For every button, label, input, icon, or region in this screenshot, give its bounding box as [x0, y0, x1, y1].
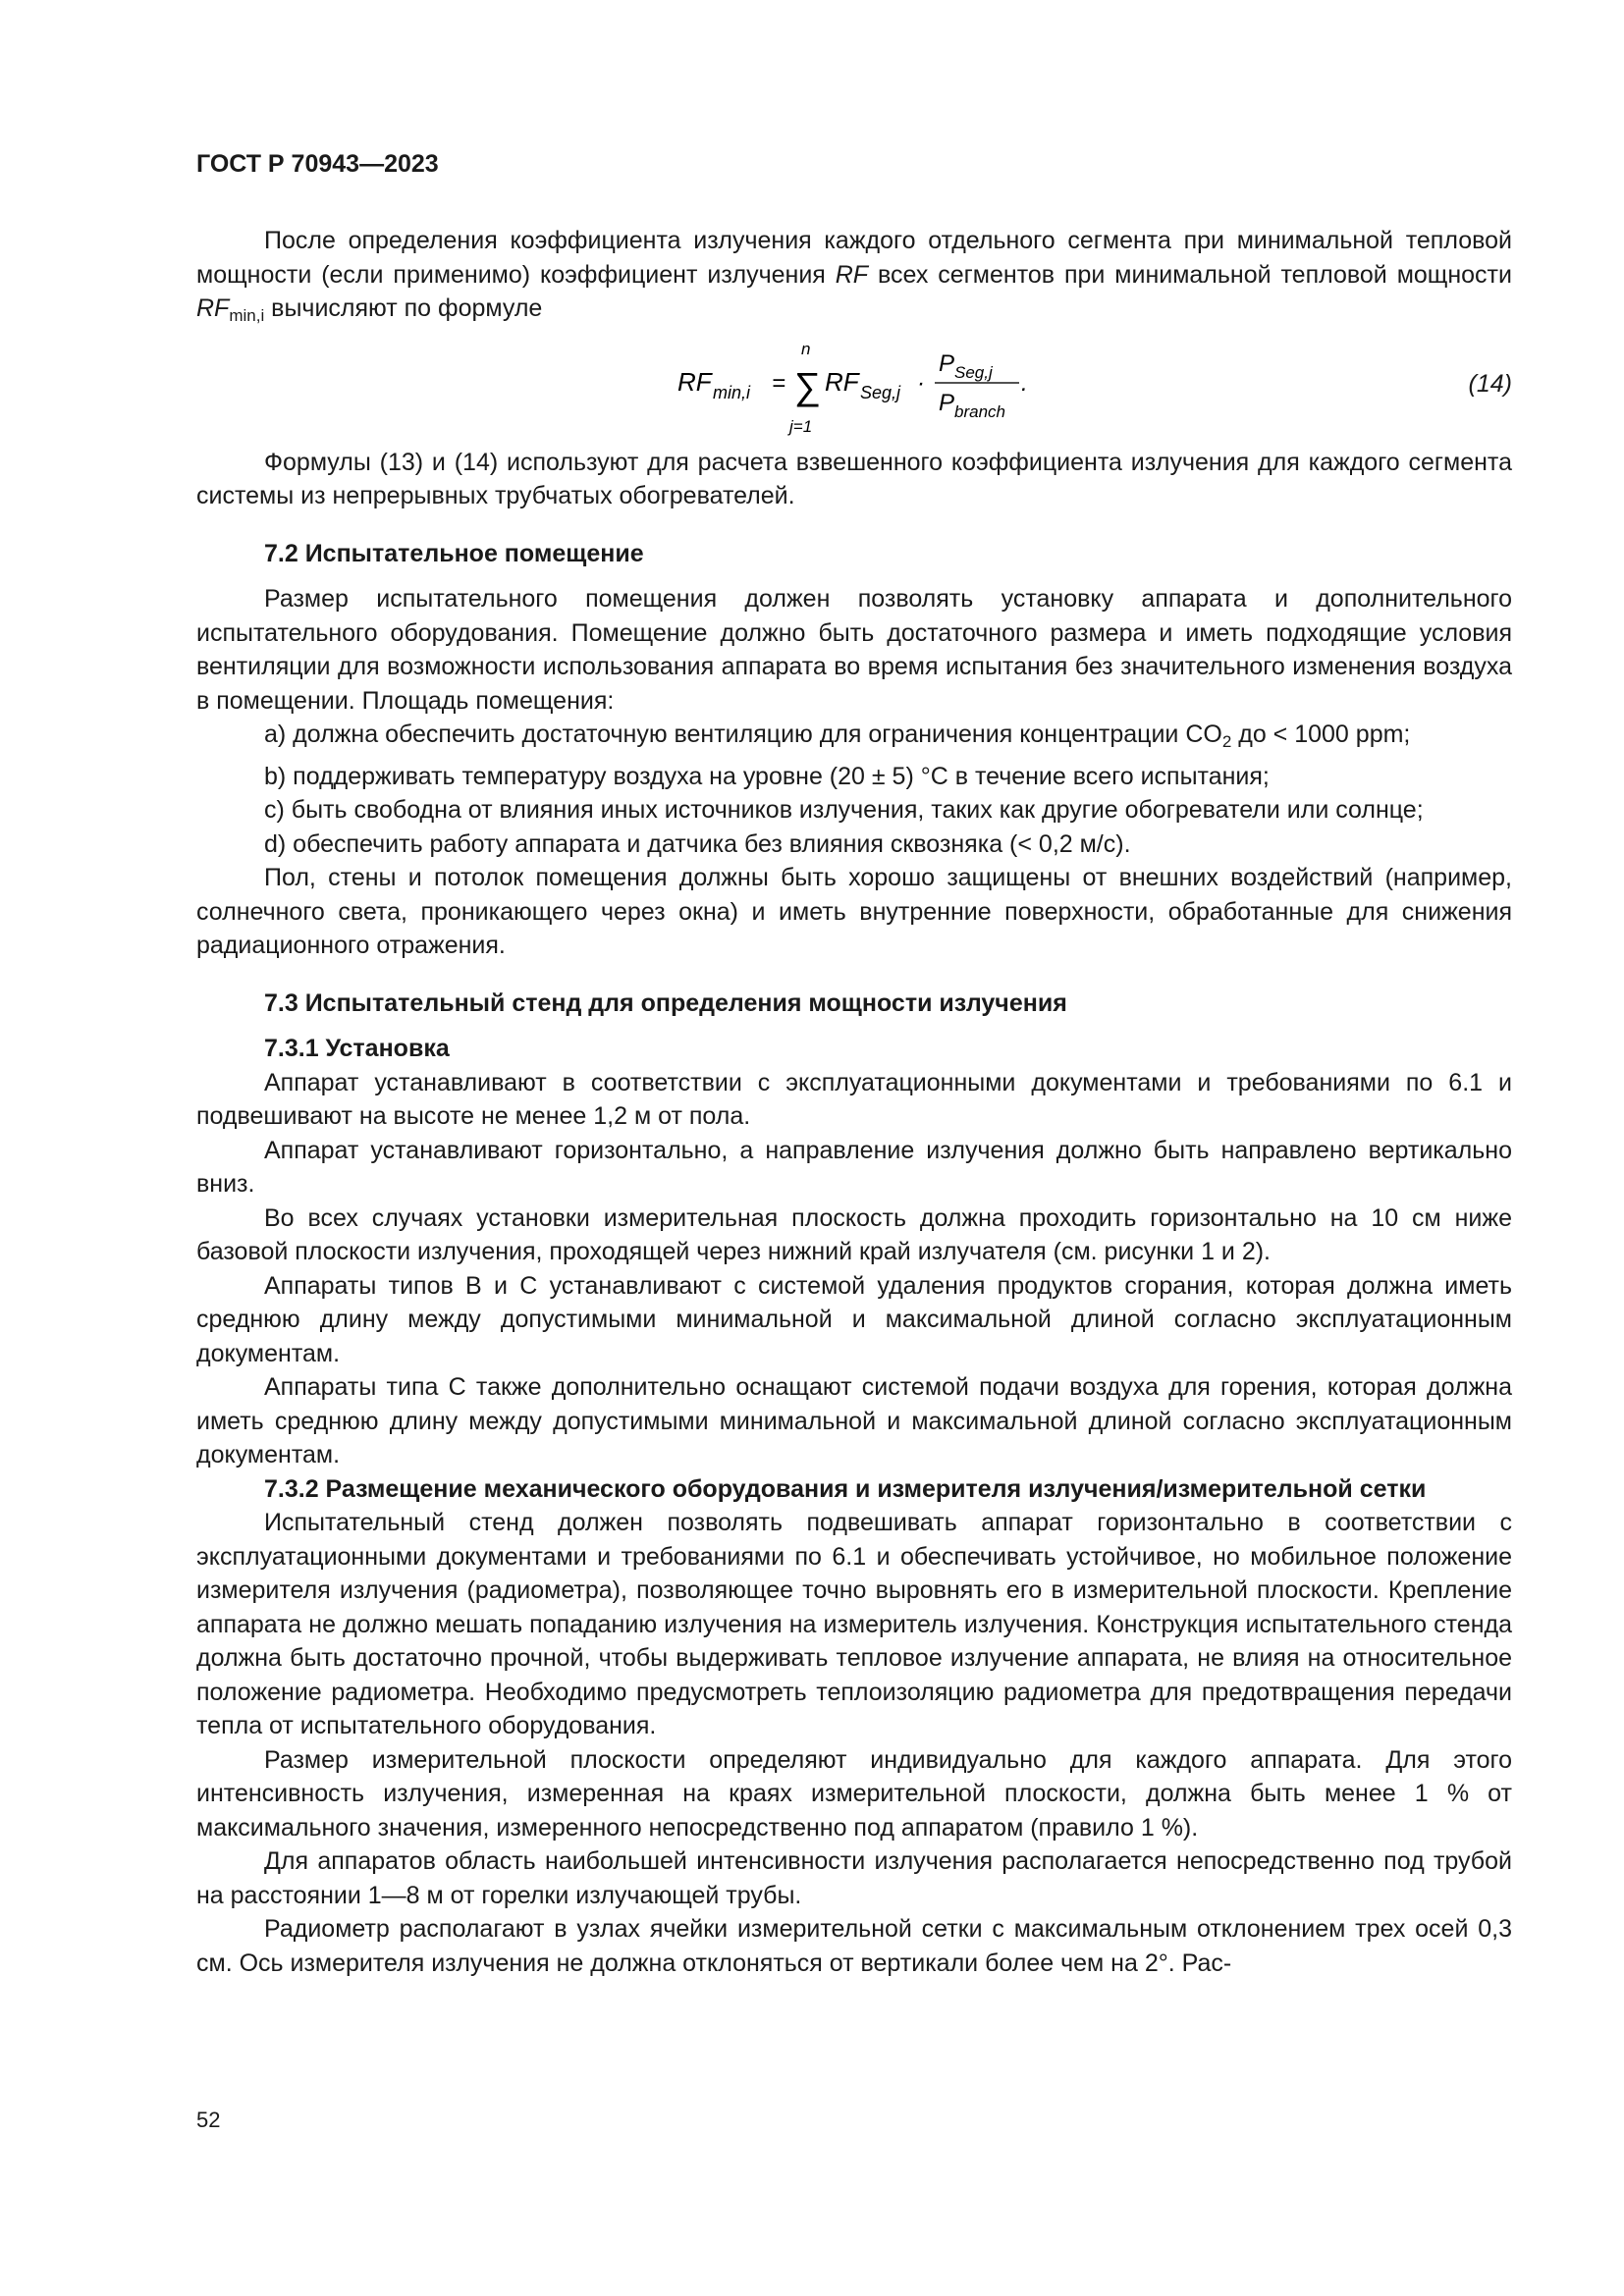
formula-equals: =	[772, 369, 786, 397]
section-7-3-2-paragraph-4: Радиометр располагают в узлах ячейки измерительной сетки с максимальным отклонением трех осей 0,3 см. Ось измерителя излучения не должна отклоняться от вертикали более чем на 2°. Рас-	[196, 1915, 1512, 1977]
section-7-2-title: 7.2 Испытательное помещение	[264, 539, 644, 567]
formula-num: P	[939, 349, 955, 377]
rfmin-subscript: min,i	[229, 306, 265, 325]
formula-den-sub: branch	[954, 401, 1005, 421]
co2-subscript: 2	[1221, 732, 1232, 751]
intro-text-c: вычисляют по формуле	[264, 294, 543, 322]
intro-paragraph	[196, 224, 1512, 334]
section-7-3-1-paragraph-4: Аппараты типов B и C устанавливают с системой удаления продуктов сгорания, которая должна иметь среднюю длину между допустимыми минимальной и максимальной длиной согласно эксплуатационным документам.	[196, 1271, 1512, 1367]
section-7-3-2-paragraph-3: Для аппаратов область наибольшей интенсивности излучения располагается непосредственно под трубой на расстоянии 1—8 м от горелки излучающей трубы.	[196, 1847, 1512, 1909]
list-item-d: d) обеспечить работу аппарата и датчика без влияния сквозняка (< 0,2 м/с).	[264, 829, 1131, 858]
formula-sum-bottom: j=1	[789, 416, 813, 436]
section-7-3-2-paragraph-1: Испытательный стенд должен позволять подвешивать аппарат горизонтально в соответствии с эксплуатационными документами и требованиями по 6.1 и обеспечивать устойчивое, но мобильное положение измерителя излучения (радиометра), позволяющее точно выровнять его в измерительной плоскости. Крепление аппарата не должно мешать попаданию излучения на измеритель излучения. Конструкция испытательного стенда должна быть достаточно прочной, чтобы выдерживать тепловое излучение аппарата, не влияя на относительное положение радиометра. Необходимо предусмотреть теплоизоляцию радиометра для предотвращения передачи тепла от испытательного оборудования.	[196, 1509, 1512, 1739]
section-7-2-paragraph-1: Размер испытательного помещения должен позволять установку аппарата и дополнительного испытательного оборудования. Помещение должно быть достаточного размера и иметь подходящие условия вентиляции для возможности использования аппарата во время испытания без значительного изменения воздуха в помещении. Площадь помещения:	[196, 585, 1512, 715]
formula-sum-sigma: ∑	[793, 365, 821, 407]
formula-14	[196, 338, 1512, 438]
section-7-3-1-paragraph-2: Аппарат устанавливают горизонтально, а направление излучения должно быть направлено вертикально вниз.	[196, 1136, 1512, 1198]
formula-lhs-sub: min,i	[713, 382, 751, 402]
section-7-2-paragraph-2: Пол, стены и потолок помещения должны быть хорошо защищены от внешних воздействий (например, солнечного света, проникающего через окна) и иметь внутренние поверхности, обработанные для снижения радиационного отражения.	[196, 864, 1512, 959]
section-7-3-2-title: 7.3.2 Размещение механического оборудования и измерителя излучения/измерительной сетки	[264, 1474, 1427, 1503]
page-number: 52	[196, 2108, 221, 2132]
intro-text-b: всех сегментов при минимальной тепловой мощности	[868, 260, 1512, 289]
section-7-3-1-title: 7.3.1 Установка	[264, 1035, 450, 1062]
formula-sum-top: n	[801, 339, 811, 358]
rfmin-symbol: RF	[196, 294, 230, 322]
rf-symbol: RF	[835, 260, 869, 289]
list-item-c: c) быть свободна от влияния иных источников излучения, таких как другие обогреватели или солнце;	[264, 796, 1424, 824]
section-7-3-title: 7.3 Испытательный стенд для определения мощности излучения	[264, 988, 1067, 1017]
formula-term-sub: Seg,j	[860, 382, 901, 402]
formula-dot: ·	[917, 369, 925, 397]
document-header: ГОСТ Р 70943—2023	[196, 150, 439, 178]
formula-num-sub: Seg,j	[954, 362, 993, 382]
list-item-a-text: a) должна обеспечить достаточную вентиляцию для ограничения концентрации CO	[264, 721, 1222, 748]
section-7-3-1-paragraph-1: Аппарат устанавливают в соответствии с эксплуатационными документами и требованиями по 6.1 и подвешивают на высоте не менее 1,2 м от пола.	[196, 1068, 1512, 1130]
formula-den: P	[939, 389, 955, 416]
section-7-3-1-paragraph-5: Аппараты типа C также дополнительно оснащают системой подачи воздуха для горения, которая должна иметь среднюю длину между допустимыми минимальной и максимальной длиной согласно эксплуатационным документам.	[196, 1373, 1512, 1468]
formula-end: .	[1021, 369, 1028, 397]
section-7-3-2-paragraph-2: Размер измерительной плоскости определяют индивидуально для каждого аппарата. Для этого интенсивность излучения, измеренная на краях измерительной плоскости, должна быть менее 1 % от максимального значения, измеренного непосредственно под аппаратом (правило 1 %).	[196, 1745, 1512, 1842]
section-7-3-1-paragraph-3: Во всех случаях установки измерительная плоскость должна проходить горизонтально на 10 см ниже базовой плоскости излучения, проходящей через нижний край излучателя (см. рисунки 1 и 2).	[196, 1203, 1512, 1265]
list-item-a-tail: до < 1000 ppm;	[1231, 721, 1411, 748]
page-body	[196, 224, 1512, 1980]
formulas-paragraph: Формулы (13) и (14) используют для расчета взвешенного коэффициента излучения для каждого сегмента системы из непрерывных трубчатых обогревателей.	[196, 448, 1512, 509]
list-item-b: b) поддерживать температуру воздуха на уровне (20 ± 5) °C в течение всего испытания;	[264, 762, 1270, 790]
list-item-a	[196, 718, 1512, 760]
formula-term: RF	[825, 366, 859, 397]
formula-lhs: RF	[677, 366, 712, 397]
intro-text-a: После определения коэффициента излучения каждого отдельного сегмента при минимальной тепловой мощности (если применимо) коэффициент излучения	[196, 227, 1512, 289]
formula-expression	[677, 338, 1070, 438]
formula-number: (14)	[1468, 369, 1512, 398]
